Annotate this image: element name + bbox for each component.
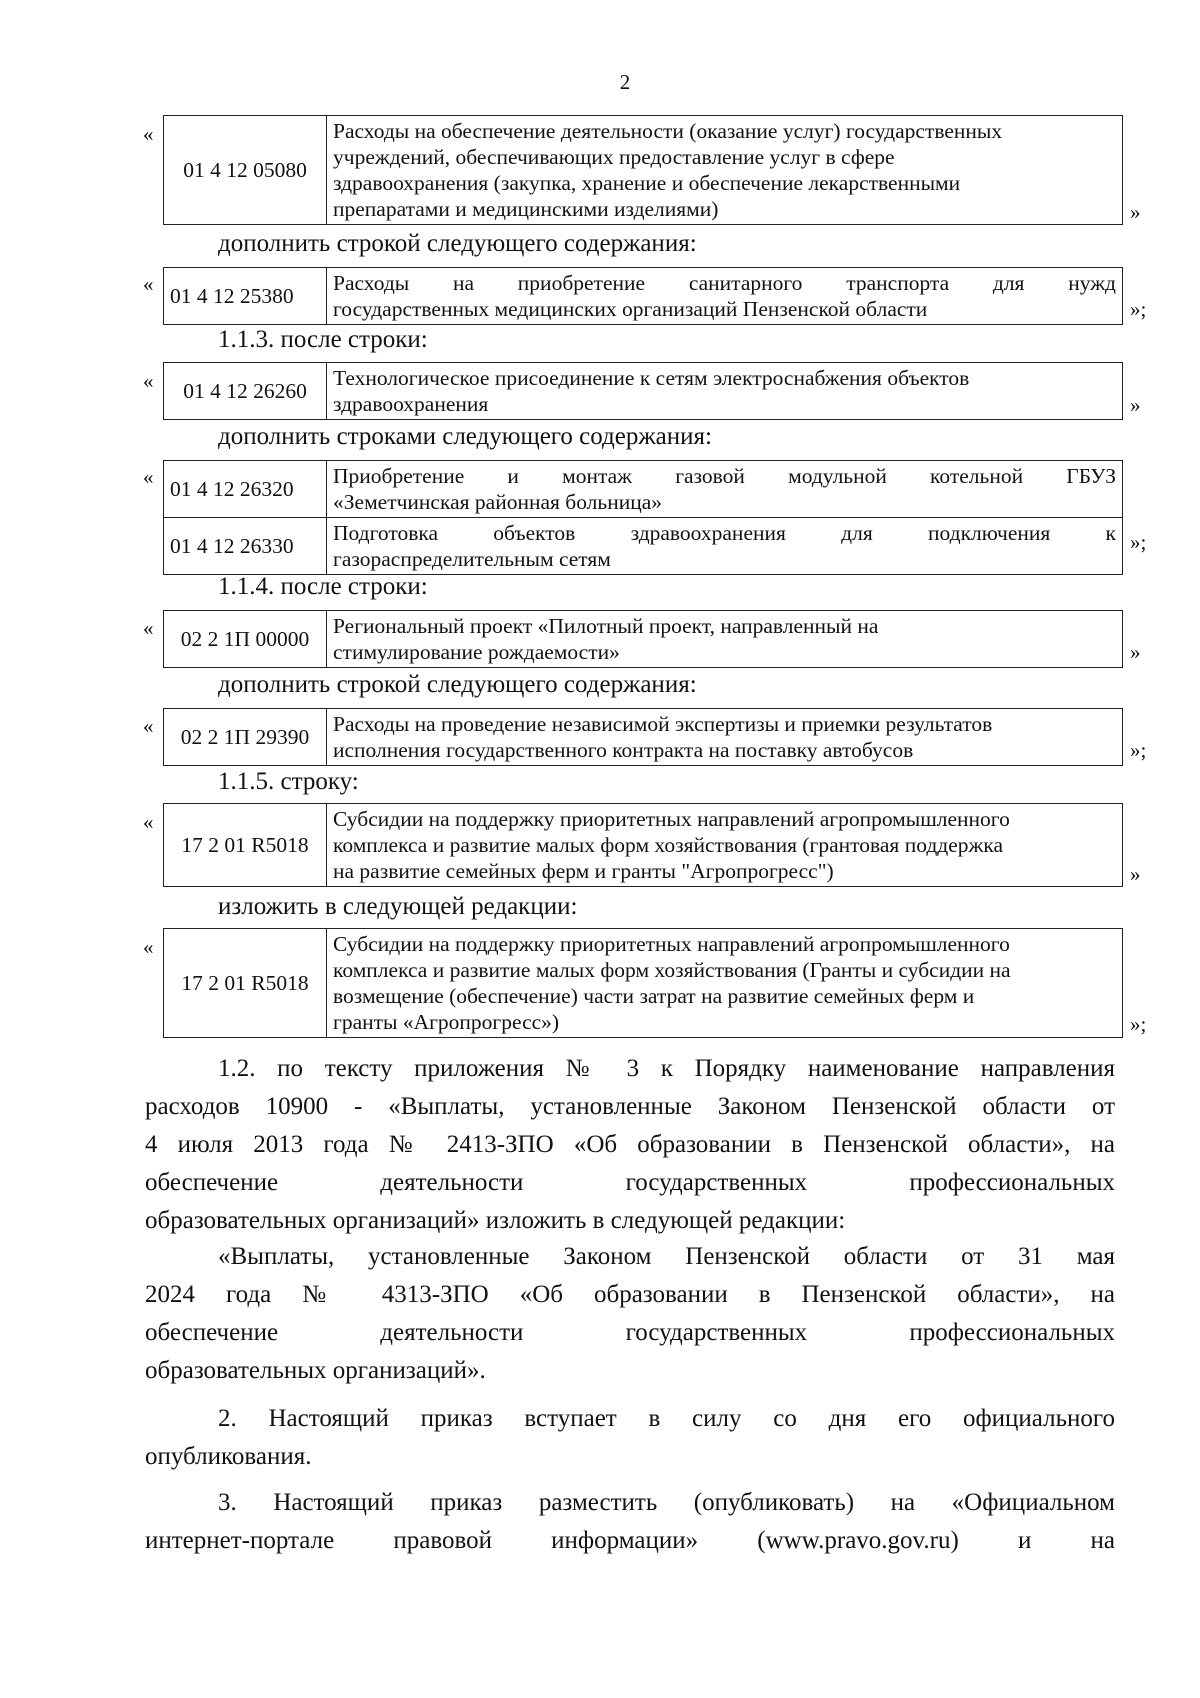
paragraph-line: интернет-портале правовой информации» (www.pravo.gov.ru) и на [145, 1527, 1115, 1554]
description-line: Расходы на приобретение санитарного транспорта для нужд [333, 271, 1116, 295]
expense-description [327, 363, 1123, 420]
close-quote: »; [1130, 738, 1147, 762]
description-line: Подготовка объектов здравоохранения для подключения к [333, 521, 1116, 545]
expense-code: 02 2 1П 00000 [164, 611, 327, 668]
open-quote: « [143, 810, 154, 834]
close-quote: »; [1130, 530, 1147, 554]
close-quote: » [1130, 200, 1141, 224]
close-quote: »; [1130, 297, 1147, 321]
description-line: комплекса и развитие малых форм хозяйствования (Гранты и субсидии на [333, 958, 1011, 982]
expense-description [327, 709, 1123, 766]
table-row [164, 363, 1123, 420]
paragraph-line: 3. Настоящий приказ разместить (опубликовать) на «Официальном [218, 1489, 1115, 1516]
expense-description [327, 611, 1123, 668]
paragraph-line: опубликования. [145, 1443, 312, 1470]
paragraph-line: 4 июля 2013 года № 2413-ЗПО «Об образовании в Пензенской области», на [145, 1131, 1115, 1158]
paragraph-line: расходов 10900 - «Выплаты, установленные Законом Пензенской области от [145, 1093, 1115, 1120]
close-quote: » [1130, 393, 1141, 417]
body-paragraph [145, 1484, 1115, 1560]
expense-code: 02 2 1П 29390 [164, 709, 327, 766]
body-paragraph [145, 1400, 1115, 1476]
description-line: Приобретение и монтаж газовой модульной котельной ГБУЗ [333, 464, 1116, 488]
instruction-line: 1.1.5. строку: [218, 768, 359, 795]
open-quote: « [143, 935, 154, 959]
code-table [163, 362, 1123, 420]
description-line: «Земетчинская районная больница» [333, 490, 663, 514]
paragraph-line: 2024 года № 4313-ЗПО «Об образовании в Пензенской области», на [145, 1281, 1115, 1308]
description-line: гранты «Агропрогресс») [333, 1010, 560, 1034]
close-quote: » [1130, 862, 1141, 886]
close-quote: » [1130, 640, 1141, 664]
table-row [164, 709, 1123, 766]
expense-code: 17 2 01 R5018 [164, 804, 327, 887]
open-quote: « [143, 465, 154, 489]
table-row [164, 804, 1123, 887]
instruction-line: 1.1.4. после строки: [218, 573, 428, 600]
description-line: исполнения государственного контракта на поставку автобусов [333, 738, 914, 762]
code-table [163, 610, 1123, 668]
description-line: Региональный проект «Пилотный проект, направленный на [333, 614, 879, 638]
code-table [163, 115, 1123, 225]
description-line: здравоохранения (закупка, хранение и обеспечение лекарственными [333, 171, 961, 195]
open-quote: « [143, 272, 154, 296]
expense-code: 01 4 12 26320 [164, 461, 327, 518]
table-row [164, 518, 1123, 575]
description-line: Расходы на обеспечение деятельности (оказание услуг) государственных [333, 119, 1003, 143]
instruction-line: изложить в следующей редакции: [218, 893, 578, 920]
expense-description [327, 268, 1123, 325]
description-line: Расходы на проведение независимой экспертизы и приемки результатов [333, 712, 993, 736]
code-table [163, 928, 1123, 1038]
expense-code: 01 4 12 26330 [164, 518, 327, 575]
instruction-line: 1.1.3. после строки: [218, 326, 428, 353]
description-line: Субсидии на поддержку приоритетных направлений агропромышленного [333, 932, 1010, 956]
expense-description [327, 518, 1123, 575]
table-row [164, 611, 1123, 668]
open-quote: « [143, 122, 154, 146]
expense-description [327, 116, 1123, 225]
description-line: газораспределительным сетям [333, 547, 611, 571]
paragraph-line: обеспечение деятельности государственных профессиональных [145, 1319, 1115, 1346]
description-line: здравоохранения [333, 392, 489, 416]
expense-code: 17 2 01 R5018 [164, 929, 327, 1038]
expense-code: 01 4 12 25380 [164, 268, 327, 325]
expense-description [327, 461, 1123, 518]
instruction-line: дополнить строками следующего содержания: [218, 423, 712, 450]
paragraph-line: 2. Настоящий приказ вступает в силу со дня его официального [218, 1405, 1115, 1432]
table-row [164, 268, 1123, 325]
paragraph-line: образовательных организаций». [145, 1357, 486, 1384]
paragraph-line: 1.2. по тексту приложения № 3 к Порядку наименование направления [218, 1055, 1115, 1082]
description-line: стимулирование рождаемости» [333, 640, 620, 664]
description-line: возмещение (обеспечение) части затрат на развитие семейных ферм и [333, 984, 975, 1008]
description-line: Субсидии на поддержку приоритетных направлений агропромышленного [333, 807, 1010, 831]
code-table [163, 708, 1123, 766]
code-table [163, 803, 1123, 887]
paragraph-line: обеспечение деятельности государственных профессиональных [145, 1169, 1115, 1196]
paragraph-line: образовательных организаций» изложить в следующей редакции: [145, 1207, 846, 1234]
instruction-line: дополнить строкой следующего содержания: [218, 230, 697, 257]
page-number: 2 [619, 70, 631, 94]
body-paragraph [145, 1050, 1115, 1240]
open-quote: « [143, 714, 154, 738]
open-quote: « [143, 616, 154, 640]
expense-code: 01 4 12 05080 [164, 116, 327, 225]
paragraph-line: «Выплаты, установленные Законом Пензенской области от 31 мая [218, 1243, 1115, 1270]
description-line: препаратами и медицинскими изделиями) [333, 197, 719, 221]
description-line: Технологическое присоединение к сетям электроснабжения объектов [333, 366, 970, 390]
body-paragraph [145, 1238, 1115, 1390]
expense-description [327, 804, 1123, 887]
close-quote: »; [1130, 1012, 1147, 1036]
description-line: комплекса и развитие малых форм хозяйствования (грантовая поддержка [333, 833, 1004, 857]
description-line: на развитие семейных ферм и гранты "Агропрогресс") [333, 859, 834, 883]
expense-description [327, 929, 1123, 1038]
description-line: государственных медицинских организаций Пензенской области [333, 297, 928, 321]
code-table [163, 267, 1123, 325]
code-table [163, 460, 1123, 575]
description-line: учреждений, обеспечивающих предоставление услуг в сфере [333, 145, 895, 169]
expense-code: 01 4 12 26260 [164, 363, 327, 420]
table-row [164, 116, 1123, 225]
instruction-line: дополнить строкой следующего содержания: [218, 671, 697, 698]
open-quote: « [143, 369, 154, 393]
table-row [164, 461, 1123, 518]
table-row [164, 929, 1123, 1038]
